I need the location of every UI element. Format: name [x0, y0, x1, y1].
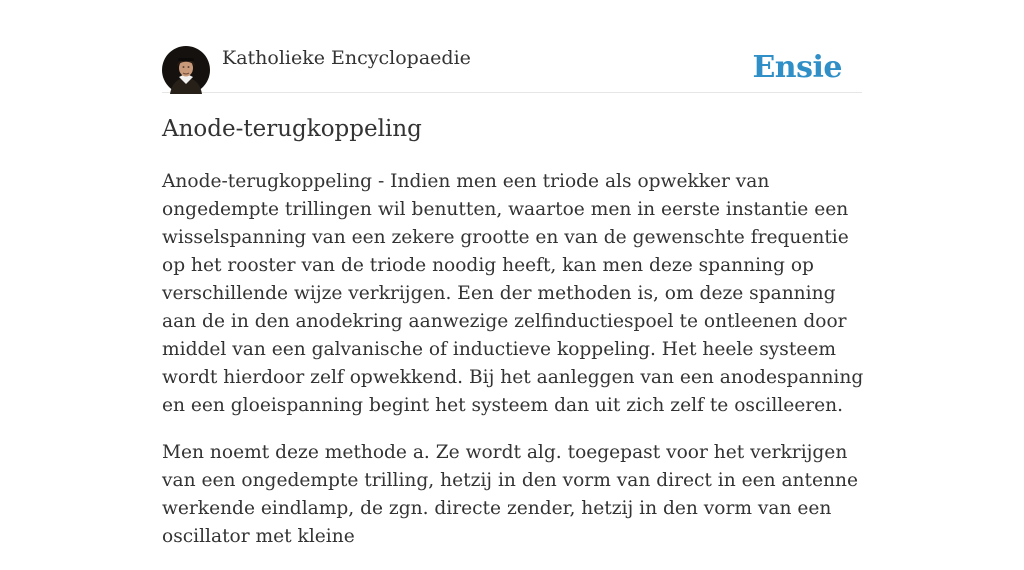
avatar[interactable] — [162, 46, 210, 94]
brand-logo[interactable]: Ensie — [752, 50, 842, 85]
article-body — [162, 168, 866, 570]
site-name[interactable]: Katholieke Encyclopaedie — [222, 47, 471, 69]
article-paragraph: Anode-terugkoppeling - Indien men een triode als opwekker van ongedempte trillingen wil benutten, waartoe men in eerste instantie een wisselspanning van een zekere grootte en van de gewenschte frequentie op het rooster van de triode noodig heeft, kan men deze spanning op verschillende wijze verkrijgen. Een der methoden is, om deze spanning aan de in den anodekring aanwezige zelfinductiespoel te ontleenen door middel van een galvanische of inductieve koppeling. Het heele systeem wordt hierdoor zelf opwekkend. Bij het aanleggen van een anodespanning en een gloeispanning begint het systeem dan uit zich zelf te oscilleeren. — [162, 171, 864, 416]
site-header — [162, 46, 862, 93]
article-paragraph: Men noemt deze methode a. Ze wordt alg. toegepast voor het verkrijgen van een ongedempte trilling, hetzij in den vorm van direct in een antenne werkende eindlamp, de zgn. directe zender, hetzij in den vorm van een oscillator met kleine — [162, 442, 858, 547]
portrait-avatar-icon — [162, 46, 210, 94]
page-title: Anode-terugkoppeling — [162, 116, 422, 142]
